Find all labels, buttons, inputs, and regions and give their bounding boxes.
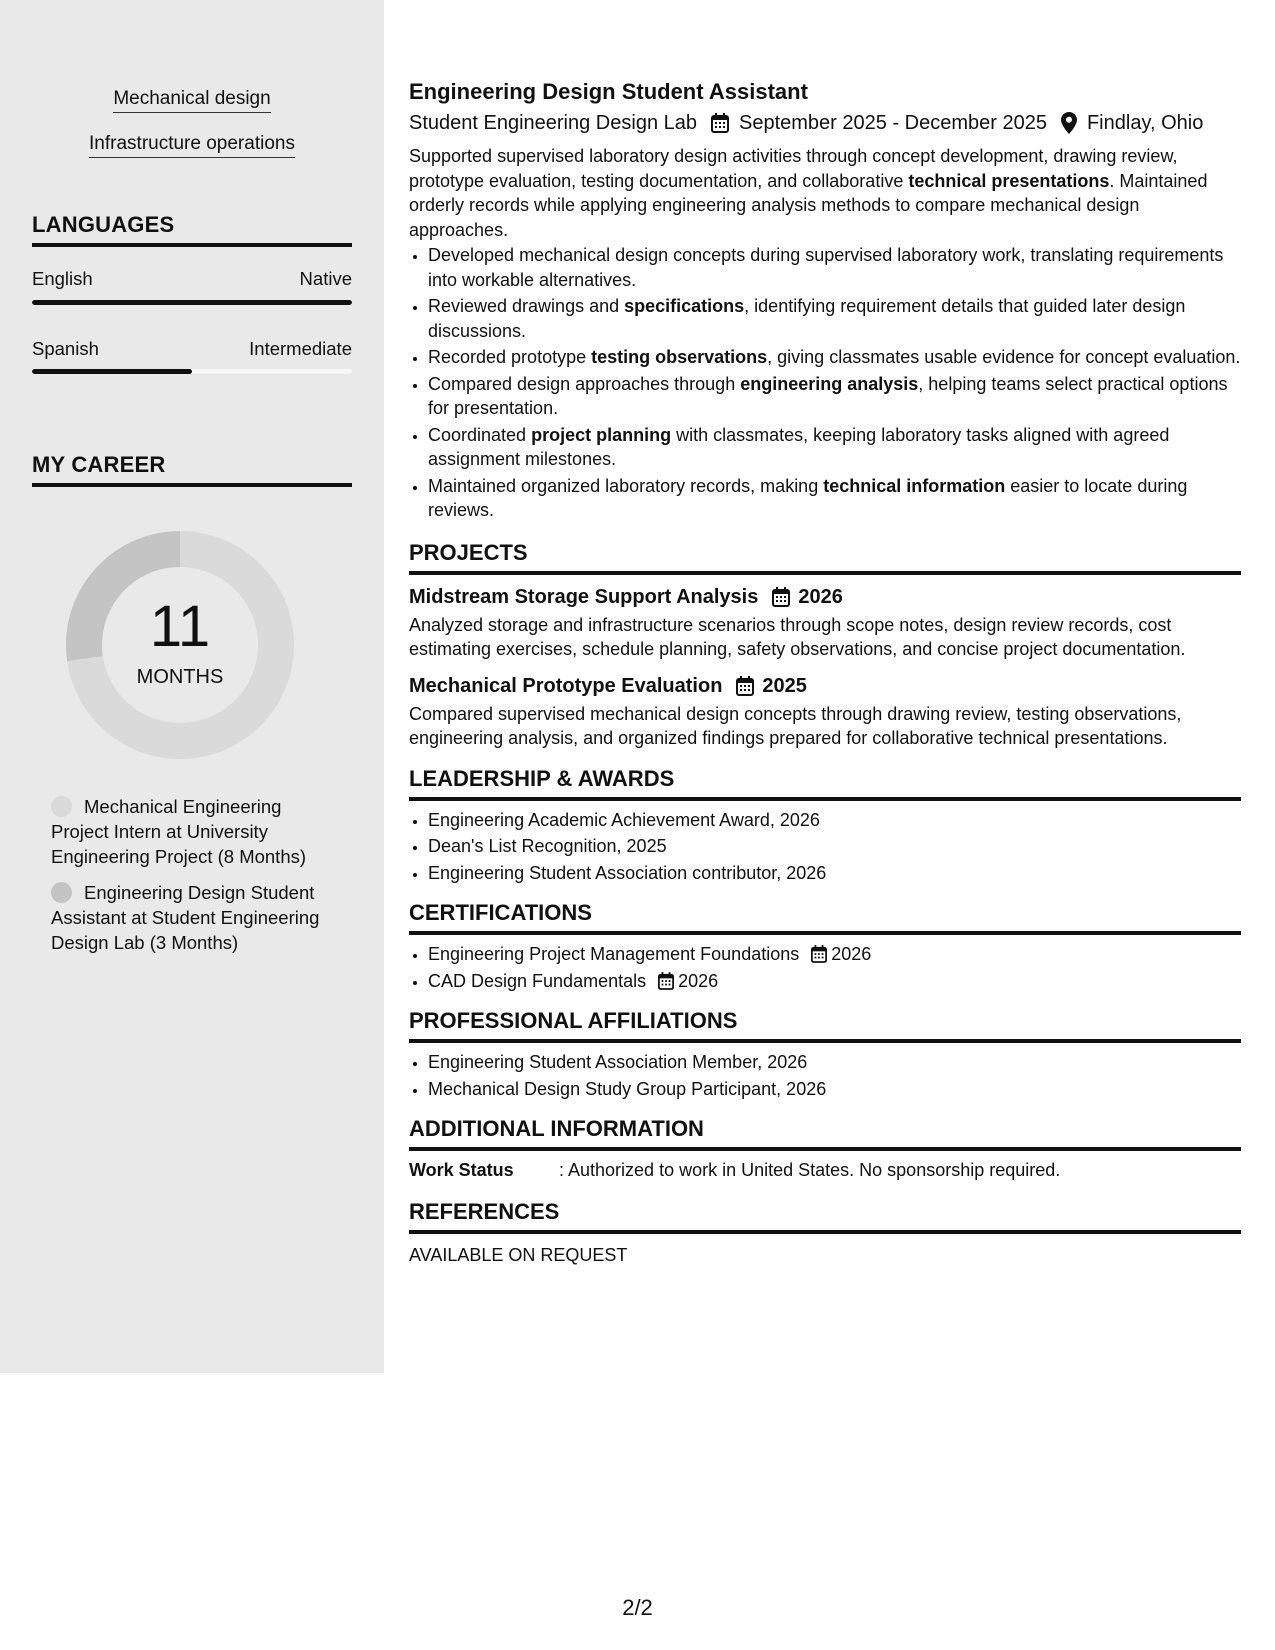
- awards-list: [409, 808, 1241, 886]
- project-title: Mechanical Prototype Evaluation: [409, 674, 723, 697]
- page-number: 2/2: [622, 1595, 653, 1620]
- projects-heading: PROJECTS: [409, 539, 1241, 575]
- affiliations-heading: PROFESSIONAL AFFILIATIONS: [409, 1007, 1241, 1043]
- language-row: [32, 338, 352, 360]
- work-status-row: [409, 1158, 1241, 1182]
- job-bullet: • Maintained organized laboratory records, making technical information easier to locate during reviews.: [428, 474, 1241, 523]
- skill-label: Mechanical design: [113, 88, 270, 113]
- location-pin-icon: [1061, 112, 1077, 134]
- language-proficiency-bar: [32, 369, 352, 374]
- project-title-row: [409, 584, 1241, 610]
- summary-bold-text: technical presentations: [908, 170, 1110, 191]
- career-legend-text: Mechanical Engineering Project Intern at University Engineering Project (8 Months): [51, 796, 307, 867]
- affiliation-item: • Mechanical Design Study Group Participant, 2026: [428, 1077, 1241, 1102]
- work-status-value: : Authorized to work in United States. No sponsorship required.: [559, 1160, 1061, 1180]
- certification-item: [428, 969, 1241, 994]
- job-location: Findlay, Ohio: [1086, 112, 1204, 134]
- job-bullet: • Developed mechanical design concepts during supervised laboratory work, translating requirements into workable alternatives.: [428, 243, 1241, 292]
- certification-year: 2026: [678, 970, 719, 991]
- legend-dot: [51, 796, 72, 817]
- certification-name: • Engineering Project Management Foundations: [428, 944, 800, 964]
- language-name: Spanish: [32, 338, 99, 359]
- certification-year: 2026: [831, 944, 872, 964]
- summary-text: . Maintained orderly records while applying engineering analysis methods to compare mechanical design approaches.: [409, 170, 1208, 240]
- certification-item: [428, 942, 1241, 967]
- skill-label: Infrastructure operations: [89, 133, 295, 158]
- certification-name: • CAD Design Fundamentals: [428, 970, 647, 991]
- legend-dot: [51, 882, 72, 903]
- calendar-icon: [772, 587, 790, 607]
- awards-heading: LEADERSHIP & AWARDS: [409, 765, 1241, 801]
- job-bullet: • Coordinated project planning with classmates, keeping laboratory tasks aligned with agreed assignment milestones.: [428, 423, 1241, 472]
- career-total-number: 11: [149, 594, 211, 659]
- company-name: Student Engineering Design Lab: [409, 112, 697, 134]
- skill-item[interactable]: [0, 88, 384, 110]
- project-description: Analyzed storage and infrastructure scenarios through scope notes, design review records, cost estimating exercises, schedule planning, safety observations, and concise project documentation.: [409, 614, 1186, 659]
- calendar-icon: [736, 676, 754, 696]
- certifications-list: [409, 942, 1241, 993]
- job-title: Engineering Design Student Assistant: [409, 79, 808, 104]
- job-bullet: • Compared design approaches through engineering analysis, helping teams select practical options for presentation.: [428, 372, 1241, 421]
- affiliations-list: [409, 1050, 1241, 1101]
- award-item: • Engineering Academic Achievement Award, 2026: [428, 808, 1241, 833]
- languages-heading: LANGUAGES: [32, 212, 352, 247]
- job-summary: [409, 144, 1241, 242]
- career-heading: MY CAREER: [32, 452, 352, 487]
- project-year: 2025: [762, 674, 807, 697]
- job-bullet: • Recorded prototype testing observations, giving classmates usable evidence for concept evaluation.: [428, 345, 1241, 370]
- calendar-icon: [811, 945, 827, 963]
- job-meta: [409, 110, 1241, 136]
- career-legend-item: [51, 794, 336, 869]
- calendar-icon: [658, 972, 674, 990]
- language-proficiency-fill: [32, 369, 192, 374]
- work-status-label: Work Status: [409, 1160, 514, 1180]
- calendar-icon: [711, 113, 729, 133]
- skill-item[interactable]: [0, 133, 384, 155]
- affiliation-item: • Engineering Student Association Member, 2026: [428, 1050, 1241, 1075]
- project-description: Compared supervised mechanical design concepts through drawing review, testing observations, engineering analysis, and organized findings prepared for collaborative technical presentations.: [409, 703, 1182, 748]
- language-proficiency-bar: [32, 300, 352, 305]
- project-title: Midstream Storage Support Analysis: [409, 585, 759, 608]
- references-heading: REFERENCES: [409, 1198, 1241, 1234]
- project-title-row: [409, 673, 1241, 699]
- career-total-unit: MONTHS: [136, 666, 224, 688]
- certifications-heading: CERTIFICATIONS: [409, 899, 1241, 935]
- language-name: English: [32, 268, 93, 289]
- additional-info-heading: ADDITIONAL INFORMATION: [409, 1115, 1241, 1151]
- award-item: • Dean's List Recognition, 2025: [428, 834, 1241, 859]
- references-text: AVAILABLE ON REQUEST: [409, 1245, 628, 1265]
- project-year: 2026: [798, 585, 843, 608]
- award-item: • Engineering Student Association contributor, 2026: [428, 861, 1241, 886]
- job-bullets: [409, 243, 1241, 523]
- career-legend-item: [51, 880, 336, 955]
- job-dates: September 2025 - December 2025: [739, 112, 1047, 134]
- summary-text: Supported supervised laboratory design activities through concept development, drawing review, prototype evaluation, testing documentation, and collaborative: [409, 146, 1178, 191]
- language-level: Native: [299, 268, 352, 289]
- language-level: Intermediate: [249, 338, 352, 359]
- career-legend-text: Engineering Design Student Assistant at Student Engineering Design Lab (3 Months): [51, 882, 320, 953]
- language-row: [32, 268, 352, 290]
- language-proficiency-fill: [32, 300, 352, 305]
- sidebar: [0, 0, 384, 1373]
- job-bullet: • Reviewed drawings and specifications, identifying requirement details that guided later design discussions.: [428, 294, 1241, 343]
- main-content: [409, 78, 1241, 1268]
